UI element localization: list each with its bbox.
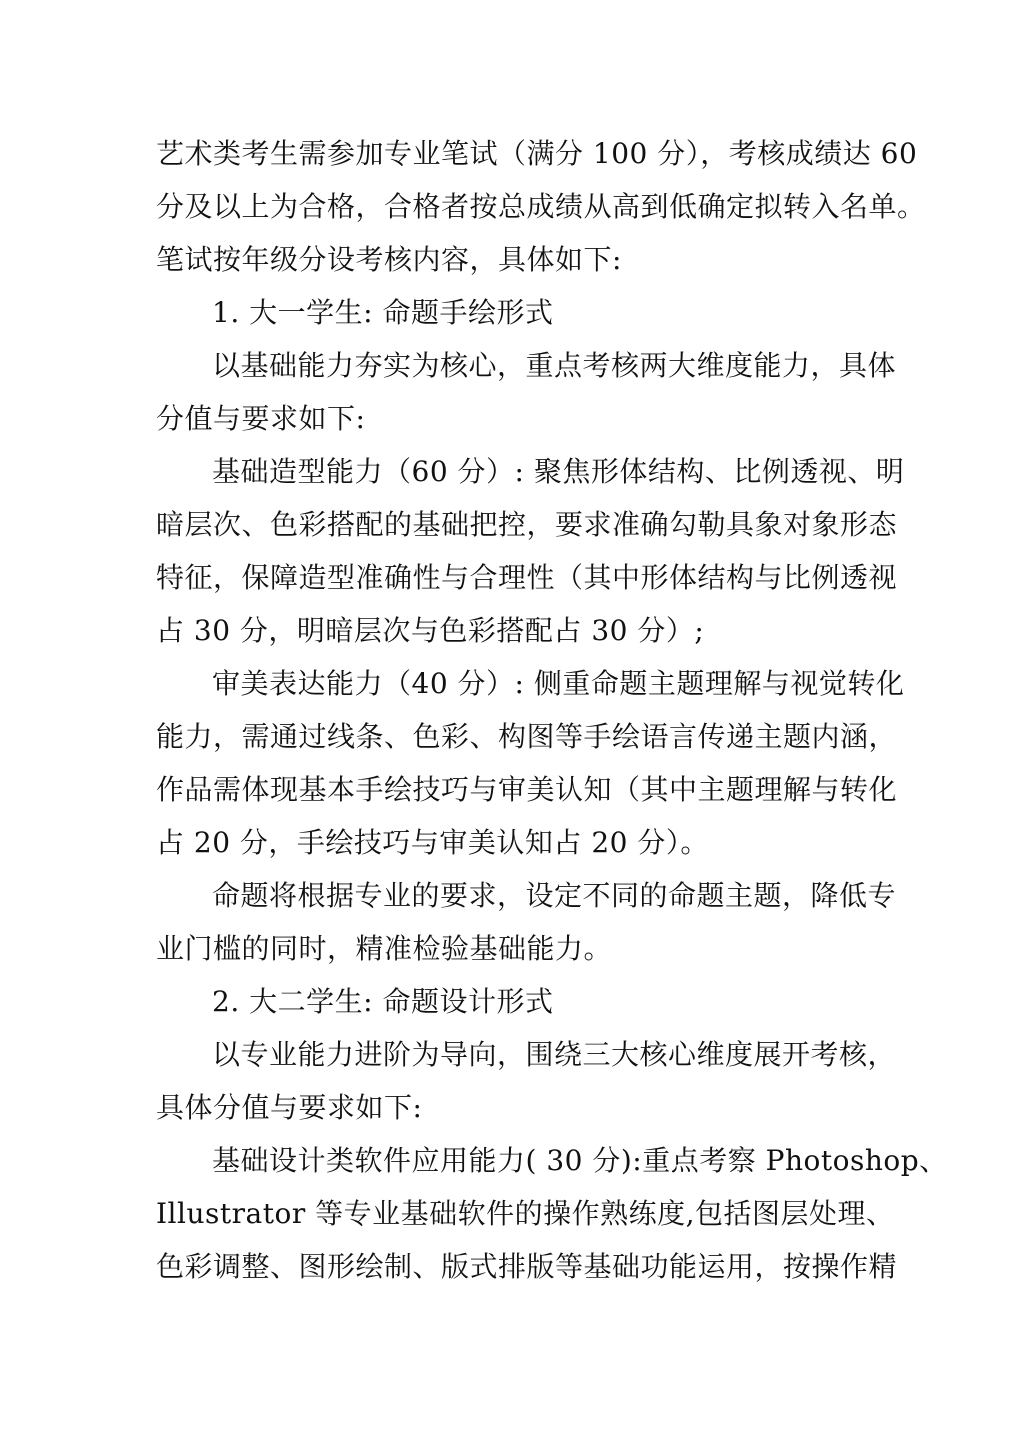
paragraph-line: Illustrator 等专业基础软件的操作熟练度,包括图层处理、 (156, 1197, 895, 1230)
paragraph-line: 基础设计类软件应用能力( 30 分):重点考察 Photoshop、 (212, 1144, 948, 1177)
paragraph-line: 艺术类考生需参加专业笔试（满分 100 分），考核成绩达 60 (156, 137, 918, 170)
paragraph-line: 业门槛的同时，精准检验基础能力。 (156, 932, 613, 965)
paragraph-line: 基础造型能力（60 分）: 聚焦形体结构、比例透视、明 (212, 455, 905, 488)
paragraph-line: 具体分值与要求如下: (156, 1091, 423, 1124)
paragraph-line: 特征，保障造型准确性与合理性（其中形体结构与比例透视 (156, 561, 898, 594)
section-heading-2: 2. 大二学生: 命题设计形式 (212, 985, 554, 1018)
paragraph-line: 作品需体现基本手绘技巧与审美认知（其中主题理解与转化 (156, 773, 898, 806)
paragraph-line: 分值与要求如下: (156, 402, 366, 435)
paragraph-line: 能力，需通过线条、色彩、构图等手绘语言传递主题内涵， (156, 720, 898, 753)
paragraph-line: 色彩调整、图形绘制、版式排版等基础功能运用，按操作精 (156, 1250, 898, 1283)
paragraph-line: 审美表达能力（40 分）: 侧重命题主题理解与视觉转化 (212, 667, 905, 700)
paragraph-line: 以基础能力夯实为核心，重点考核两大维度能力，具体 (212, 349, 897, 382)
paragraph-line: 暗层次、色彩搭配的基础把控，要求准确勾勒具象对象形态 (156, 508, 898, 541)
paragraph-line: 分及以上为合格，合格者按总成绩从高到低确定拟转入名单。 (156, 190, 926, 223)
paragraph-line: 命题将根据专业的要求，设定不同的命题主题，降低专 (212, 879, 897, 912)
section-heading-1: 1. 大一学生: 命题手绘形式 (212, 296, 554, 329)
paragraph-line: 笔试按年级分设考核内容，具体如下: (156, 243, 622, 276)
paragraph-line: 占 20 分，手绘技巧与审美认知占 20 分）。 (156, 826, 709, 859)
paragraph-line: 以专业能力进阶为导向，围绕三大核心维度展开考核， (212, 1038, 897, 1071)
paragraph-line: 占 30 分，明暗层次与色彩搭配占 30 分）; (156, 614, 705, 647)
